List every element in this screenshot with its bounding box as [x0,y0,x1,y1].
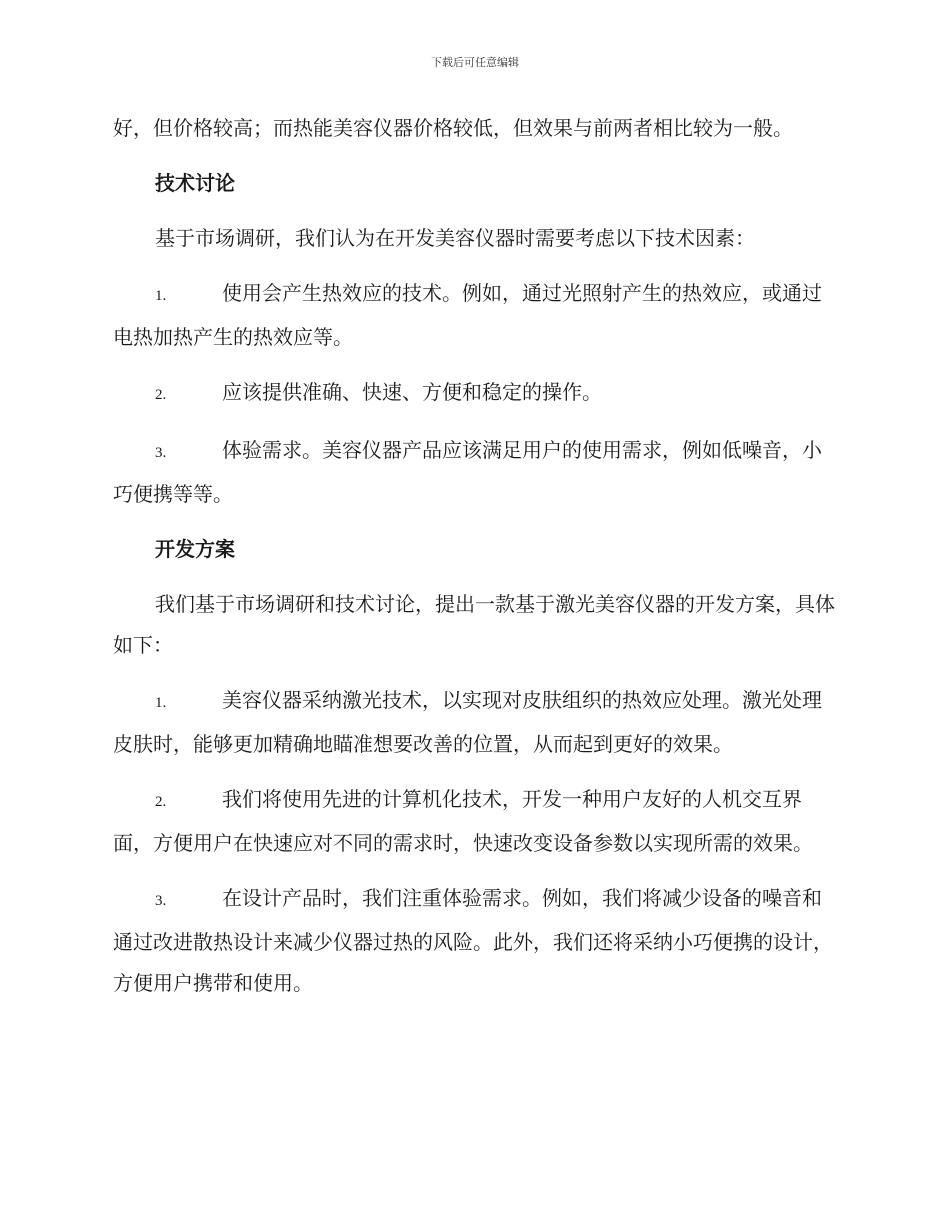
list-item [113,273,835,358]
document-body [113,108,835,1018]
list-item-text: 美容仪器采纳激光技术，以实现对皮肤组织的热效应处理。激光处理皮肤时，能够更加精确地瞄准想要改善的位置，从而起到更好的效果。 [113,688,822,756]
plan-intro-paragraph: 我们基于市场调研和技术讨论，提出一款基于激光美容仪器的开发方案，具体如下： [113,592,835,657]
tech-discussion-heading: 技术讨论 [155,171,235,195]
list-number: 1. [155,288,167,304]
list-number: 2. [155,794,167,810]
list-number: 3. [155,893,167,909]
page-header-note: 下载后可任意编辑 [431,56,519,69]
list-item [113,779,835,864]
list-item-text: 在设计产品时，我们注重体验需求。例如，我们将减少设备的噪音和通过改进散热设计来减少仪器过热的风险。此外，我们还将采纳小巧便携的设计，方便用户携带和使用。 [113,886,833,995]
list-number: 2. [155,387,167,403]
development-plan-heading: 开发方案 [155,537,235,561]
list-item-text: 应该提供准确、快速、方便和稳定的操作。 [222,380,602,404]
list-item [113,878,835,1004]
intro-continuation-paragraph: 好，但价格较高；而热能美容仪器价格较低，但效果与前两者相比较为一般。 [113,116,793,140]
list-number: 3. [155,445,167,461]
list-item-text: 使用会产生热效应的技术。例如，通过光照射产生的热效应，或通过电热加热产生的热效应等。 [113,281,822,349]
list-item [113,372,835,416]
list-item [113,680,835,765]
list-number: 1. [155,695,167,711]
tech-intro-paragraph: 基于市场调研，我们认为在开发美容仪器时需要考虑以下技术因素： [155,226,755,250]
list-item-text: 我们将使用先进的计算机化技术，开发一种用户友好的人机交互界面，方便用户在快速应对不同的需求时，快速改变设备参数以实现所需的效果。 [113,787,813,855]
list-item [113,430,835,515]
list-item-text: 体验需求。美容仪器产品应该满足用户的使用需求，例如低噪音，小巧便携等等。 [113,438,822,506]
